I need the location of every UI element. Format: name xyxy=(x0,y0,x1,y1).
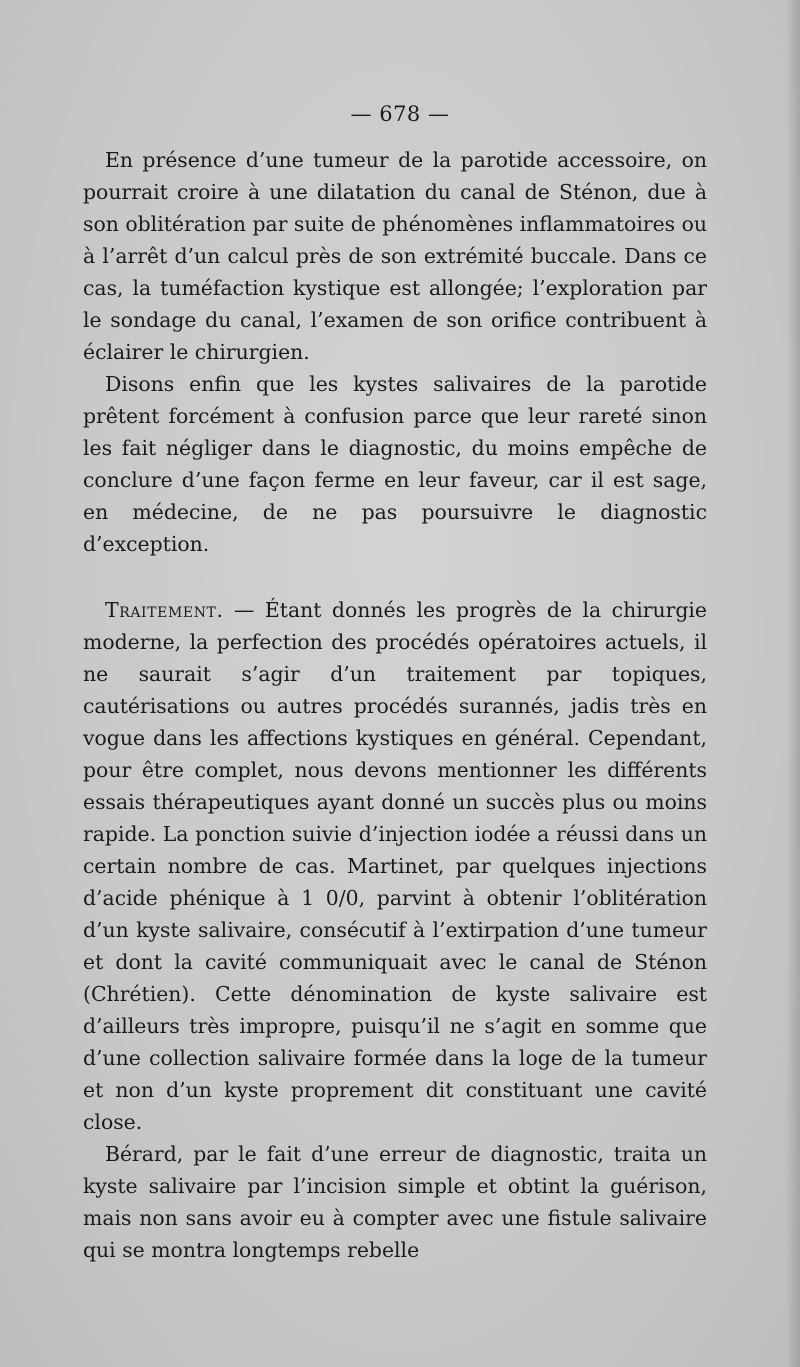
page-number: — 678 — xyxy=(350,102,450,126)
paragraph-treatment xyxy=(83,594,707,1138)
paragraph-treatment-text: — Étant donnés les progrès de la chirurgie moderne, la perfection des procédés opératoires actuels, il ne saurait s’agir d’un traitement par topiques, cautérisations ou autres procédés surannés, jadis très en vogue dans les affections kystiques en général. Cependant, pour être complet, nous devons mentionner les différents essais thérapeutiques ayant donné un succès plus ou moins rapide. La ponction suivie d’injection iodée a réussi dans un certain nombre de cas. Martinet, par quelques injections d’acide phénique à 1 0/0, parvint à obtenir l’oblitération d’un kyste salivaire, consécutif à l’extirpation d’une tumeur et dont la cavité communiquait avec le canal de Sténon (Chrétien). Cette dénomination de kyste salivaire est d’ailleurs très impropre, puisqu’il ne s’agit en somme que d’une collection salivaire formée dans la loge de la tumeur et non d’un kyste proprement dit constituant une cavité close. xyxy=(83,598,707,1134)
section-heading-treatment: Traitement. xyxy=(105,598,224,622)
paragraph-salivary-cysts: Disons enfin que les kystes salivaires de la parotide prêtent forcément à confusion parce que leur rareté sinon les fait négliger dans le diagnostic, du moins empêche de conclure d’une façon ferme en leur faveur, car il est sage, en médecine, de ne pas poursuivre le diagnostic d’exception. xyxy=(83,372,707,556)
page-edge-shadow xyxy=(786,0,800,1367)
paragraph-berard: Bérard, par le fait d’une erreur de diagnostic, traita un kyste salivaire par l’incision simple et obtint la guérison, mais non sans avoir eu à compter avec une fistule salivaire qui se montra longtemps rebelle xyxy=(83,1142,707,1262)
paragraph-differential-diagnosis: En présence d’une tumeur de la parotide accessoire, on pourrait croire à une dilatation du canal de Sténon, due à son oblitération par suite de phénomènes inflammatoires ou à l’arrêt d’un calcul près de son extrémité buccale. Dans ce cas, la tuméfaction kystique est allongée; l’exploration par le sondage du canal, l’examen de son orifice contribuent à éclairer le chirurgien. xyxy=(83,148,708,364)
body-text xyxy=(83,144,707,1266)
section-spacer xyxy=(83,560,707,594)
